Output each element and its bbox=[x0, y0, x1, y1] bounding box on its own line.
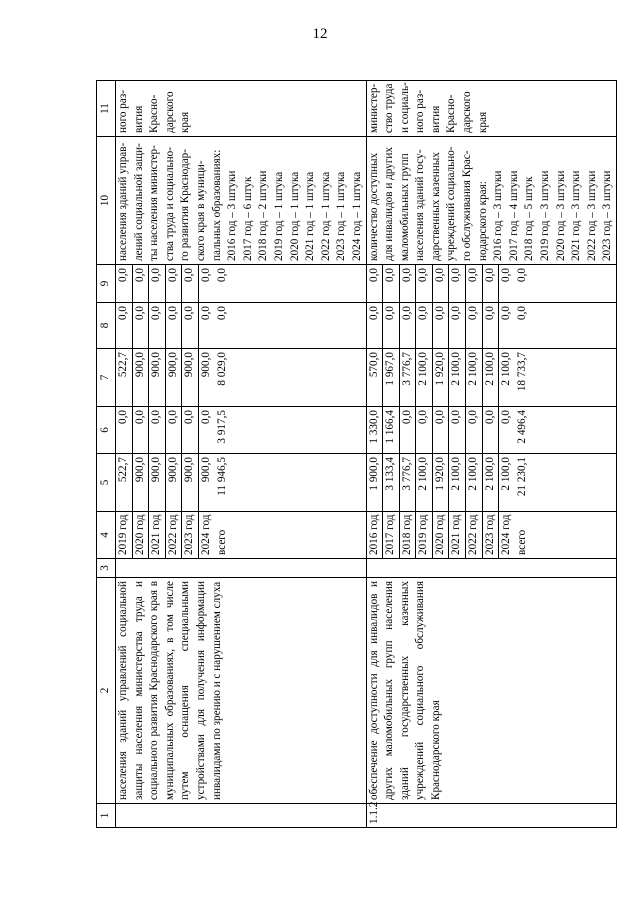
value: 522,7 bbox=[117, 457, 129, 483]
indicator-line: го развития Краснодар- bbox=[179, 149, 192, 261]
col8-cell bbox=[116, 303, 367, 349]
header-cell: 7 bbox=[97, 349, 116, 407]
responsible-cell bbox=[366, 81, 617, 137]
indicator-line: маломобильных групп bbox=[398, 153, 411, 261]
value: 0,0 bbox=[482, 407, 499, 453]
value: 2 100,0 bbox=[482, 454, 499, 511]
indicator-line: дарственных казенных bbox=[429, 152, 442, 261]
value: 900,0 bbox=[165, 349, 182, 406]
year-label: 2019 год bbox=[415, 512, 432, 558]
value: 0,0 bbox=[415, 303, 432, 348]
year-label: 2022 год bbox=[165, 512, 182, 558]
year-label: 2020 год bbox=[432, 512, 449, 558]
value: 0,0 bbox=[165, 303, 182, 348]
value: 0,0 bbox=[198, 303, 215, 348]
year-label: 2021 год bbox=[148, 512, 165, 558]
indicator-line: ского края в муници- bbox=[194, 160, 207, 261]
header-row bbox=[97, 81, 116, 828]
indicator-line: 2017 год – 6 штук bbox=[241, 176, 254, 261]
rotated-table-container bbox=[96, 81, 614, 828]
responsible-line: края bbox=[476, 111, 489, 133]
indicator-line: 2018 год – 2 штуки bbox=[257, 170, 270, 261]
value: 0,0 bbox=[382, 303, 399, 348]
value: 2 100,0 bbox=[448, 349, 465, 406]
value: 0,0 bbox=[399, 407, 416, 453]
value: 2 100,0 bbox=[465, 349, 482, 406]
total-value: 11 946,5 bbox=[215, 457, 228, 496]
value: 2 100,0 bbox=[482, 349, 499, 406]
value: 0,0 bbox=[465, 303, 482, 348]
responsible-cell bbox=[116, 81, 367, 137]
total-value: 0,0 bbox=[515, 268, 528, 282]
indicator-line: населения зданий управ- bbox=[117, 142, 129, 261]
value: 0,0 bbox=[132, 265, 149, 302]
total-value: 0,0 bbox=[215, 306, 228, 320]
value: 0,0 bbox=[432, 265, 449, 302]
value: 3 776,7 bbox=[399, 349, 416, 406]
indicator-line: 2017 год – 4 штуки bbox=[507, 170, 520, 261]
col7-cell bbox=[366, 349, 617, 407]
responsible-line: края bbox=[179, 111, 192, 133]
responsible-line: вития bbox=[429, 105, 442, 133]
value: 570,0 bbox=[367, 352, 380, 378]
responsible-line: дарского bbox=[461, 91, 474, 133]
value: 0,0 bbox=[148, 303, 165, 348]
responsible-line: ство труда bbox=[383, 83, 396, 133]
responsible-line: ного раз- bbox=[117, 90, 129, 133]
responsible-line: вития bbox=[132, 105, 145, 133]
indicator-line: 2019 год – 1 штука bbox=[272, 171, 285, 261]
year-label: 2023 год bbox=[181, 512, 198, 558]
total-value: 0,0 bbox=[515, 306, 528, 320]
value: 0,0 bbox=[367, 268, 380, 282]
value: 0,0 bbox=[498, 265, 515, 302]
value: 2 100,0 bbox=[498, 454, 515, 511]
year-label: 2024 год bbox=[498, 512, 515, 558]
responsible-line: ного раз- bbox=[414, 90, 427, 133]
value: 0,0 bbox=[399, 303, 416, 348]
value: 0,0 bbox=[117, 268, 129, 282]
indicator-line: 2020 год – 1 штука bbox=[288, 171, 301, 261]
value: 0,0 bbox=[465, 407, 482, 453]
value: 0,0 bbox=[198, 265, 215, 302]
indicator-line: 2024 год – 1 штука bbox=[350, 171, 363, 261]
value: 0,0 bbox=[415, 407, 432, 453]
total-value: 0,0 bbox=[215, 268, 228, 282]
value: 0,0 bbox=[181, 407, 198, 453]
total-value: 18 733,7 bbox=[515, 352, 528, 392]
col9-cell bbox=[116, 265, 367, 303]
year-label: 2024 год bbox=[198, 512, 215, 558]
indicator-line: населения зданий госу- bbox=[414, 149, 427, 261]
value: 0,0 bbox=[148, 265, 165, 302]
indicator-line: пальных образованиях: bbox=[210, 149, 223, 261]
indicator-line: 2020 год – 3 штуки bbox=[554, 170, 567, 261]
value: 0,0 bbox=[117, 410, 129, 424]
value: 2 100,0 bbox=[448, 454, 465, 511]
empty-cell bbox=[366, 559, 617, 578]
measure-name-cell: обеспечение доступности для инвалидов и других маломобильных групп населения зданий государственных казенных учреждений социального обслуживания Краснодарского края bbox=[366, 578, 617, 804]
indicator-cell bbox=[116, 137, 367, 265]
indicator-line: учреждений социально- bbox=[445, 146, 458, 261]
years-stack bbox=[116, 512, 230, 558]
table-row bbox=[116, 81, 367, 828]
indicator-line: 2021 год – 1 штука bbox=[304, 171, 317, 261]
value: 1 967,0 bbox=[382, 349, 399, 406]
value: 2 100,0 bbox=[415, 349, 432, 406]
value: 0,0 bbox=[448, 303, 465, 348]
indicator-line: для инвалидов и других bbox=[383, 146, 396, 261]
total-value: 3 917,5 bbox=[215, 410, 228, 444]
col6-cell bbox=[366, 407, 617, 454]
measure-name-cell: населения зданий управлений социальной защиты населения министерства труда и социального развития Краснодарского края в муниципальных образованиях, в том числе путем оснащения специальными устройствами для получения информации инвалидами по зрению и с нарушением слуха bbox=[116, 578, 367, 804]
empty-cell bbox=[116, 559, 367, 578]
col5-cell bbox=[366, 454, 617, 512]
responsible-line: дарского bbox=[163, 91, 176, 133]
value: 900,0 bbox=[148, 349, 165, 406]
indicator-line: 2021 год – 3 штуки bbox=[570, 170, 583, 261]
indicator-line: 2018 год – 5 штук bbox=[523, 176, 536, 261]
indicator-line: го обслуживания Крас- bbox=[461, 150, 474, 261]
value: 900,0 bbox=[181, 454, 198, 511]
year-label: 2016 год bbox=[367, 514, 380, 555]
value: 900,0 bbox=[198, 454, 215, 511]
indicator-line: 2022 год – 1 штука bbox=[319, 171, 332, 261]
value: 0,0 bbox=[448, 265, 465, 302]
col6-cell bbox=[116, 407, 367, 454]
indicator-line: 2019 год – 3 штуки bbox=[539, 170, 552, 261]
indicator-line: 2016 год – 3 штуки bbox=[492, 170, 505, 261]
value: 0,0 bbox=[165, 265, 182, 302]
year-label: 2019 год bbox=[117, 514, 129, 555]
header-cell: 10 bbox=[97, 137, 116, 265]
years-cell bbox=[366, 512, 617, 559]
value: 900,0 bbox=[132, 349, 149, 406]
value: 0,0 bbox=[482, 303, 499, 348]
responsible-line: министер- bbox=[367, 83, 380, 133]
value: 0,0 bbox=[117, 306, 129, 320]
header-cell: 1 bbox=[97, 804, 116, 828]
value: 1 330,0 bbox=[367, 410, 380, 444]
total-label: всего bbox=[215, 529, 228, 555]
value: 0,0 bbox=[465, 265, 482, 302]
year-label: 2021 год bbox=[448, 512, 465, 558]
value: 0,0 bbox=[181, 265, 198, 302]
value: 3 133,4 bbox=[382, 454, 399, 511]
responsible-line: Красно- bbox=[445, 94, 458, 133]
indicator-line: 2022 год – 3 штуки bbox=[585, 170, 598, 261]
indicator-line: лений социальной защи- bbox=[132, 143, 145, 261]
year-label: 2018 год bbox=[399, 512, 416, 558]
value: 0,0 bbox=[181, 303, 198, 348]
value: 900,0 bbox=[132, 454, 149, 511]
col9-cell bbox=[366, 265, 617, 303]
col8-cell bbox=[366, 303, 617, 349]
value: 0,0 bbox=[432, 303, 449, 348]
row-number-cell bbox=[116, 804, 367, 828]
row-number-cell: 1.1.2 bbox=[366, 804, 617, 828]
year-label: 2017 год bbox=[382, 512, 399, 558]
value: 2 100,0 bbox=[415, 454, 432, 511]
value: 900,0 bbox=[198, 349, 215, 406]
total-value: 8 029,0 bbox=[215, 352, 228, 386]
value: 0,0 bbox=[399, 265, 416, 302]
indicator-cell bbox=[366, 137, 617, 265]
value: 2 100,0 bbox=[465, 454, 482, 511]
header-cell: 9 bbox=[97, 265, 116, 303]
value: 1 920,0 bbox=[432, 349, 449, 406]
header-cell: 5 bbox=[97, 454, 116, 512]
value: 0,0 bbox=[448, 407, 465, 453]
indicator-line: 2016 год – 3 штуки bbox=[226, 170, 239, 261]
indicator-line: ства труда и социально- bbox=[163, 147, 176, 261]
value: 900,0 bbox=[148, 454, 165, 511]
value: 1 166,4 bbox=[382, 407, 399, 453]
year-label: 2023 год bbox=[482, 512, 499, 558]
indicator-line: количество доступных bbox=[367, 152, 380, 261]
responsible-line: и социаль- bbox=[398, 82, 411, 133]
value: 0,0 bbox=[132, 407, 149, 453]
header-cell: 8 bbox=[97, 303, 116, 349]
value: 1 900,0 bbox=[367, 457, 380, 491]
program-table bbox=[96, 80, 617, 828]
value: 0,0 bbox=[432, 407, 449, 453]
value: 900,0 bbox=[181, 349, 198, 406]
header-cell: 2 bbox=[97, 578, 116, 804]
responsible-line: Красно- bbox=[148, 94, 161, 133]
total-label: всего bbox=[515, 529, 528, 555]
header-cell: 11 bbox=[97, 81, 116, 137]
value: 0,0 bbox=[198, 407, 215, 453]
total-value: 21 230,1 bbox=[515, 457, 528, 497]
table-row bbox=[366, 81, 617, 828]
value: 2 100,0 bbox=[498, 349, 515, 406]
value: 0,0 bbox=[148, 407, 165, 453]
header-cell: 6 bbox=[97, 407, 116, 454]
header-cell: 4 bbox=[97, 512, 116, 559]
years-cell bbox=[116, 512, 367, 559]
value: 0,0 bbox=[415, 265, 432, 302]
value: 900,0 bbox=[165, 454, 182, 511]
header-cell: 3 bbox=[97, 559, 116, 578]
value: 522,7 bbox=[117, 352, 129, 378]
value: 0,0 bbox=[482, 265, 499, 302]
col7-cell bbox=[116, 349, 367, 407]
value: 0,0 bbox=[498, 303, 515, 348]
indicator-line: 2023 год – 1 штука bbox=[335, 171, 348, 261]
value: 0,0 bbox=[367, 306, 380, 320]
value: 0,0 bbox=[132, 303, 149, 348]
value: 0,0 bbox=[382, 265, 399, 302]
value: 0,0 bbox=[498, 407, 515, 453]
col5-cell bbox=[116, 454, 367, 512]
year-label: 2020 год bbox=[132, 512, 149, 558]
total-value: 2 496,4 bbox=[515, 410, 528, 444]
year-label: 2022 год bbox=[465, 512, 482, 558]
value: 3 776,7 bbox=[399, 454, 416, 511]
indicator-line: 2023 год – 3 штуки bbox=[601, 170, 614, 261]
page-number: 12 bbox=[312, 26, 328, 42]
value: 1 920,0 bbox=[432, 454, 449, 511]
value: 0,0 bbox=[165, 407, 182, 453]
indicator-line: нодарского края: bbox=[476, 181, 489, 261]
indicator-line: ты населения министер- bbox=[148, 145, 161, 261]
